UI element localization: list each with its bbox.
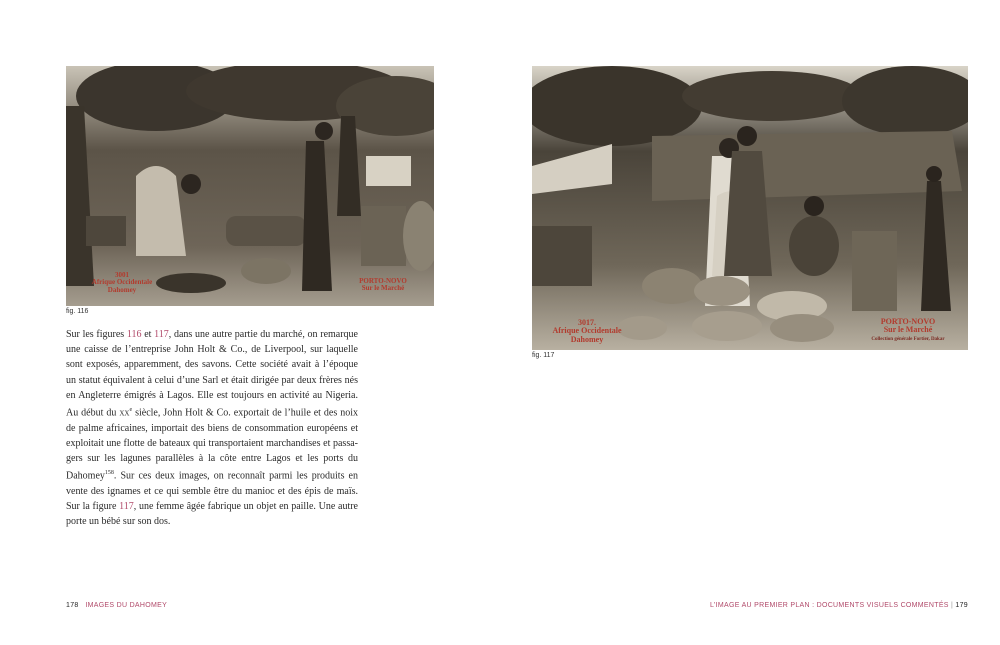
page-number-left: 178: [66, 602, 79, 609]
figure-ref-117[interactable]: 117: [119, 500, 134, 512]
figure-label-117: fig. 117: [532, 352, 555, 359]
figure-ref-116[interactable]: 116: [126, 329, 142, 340]
running-title-left: IMAGES DU DAHOMEY: [85, 602, 168, 609]
footer-left: [66, 602, 167, 609]
body-paragraph: Sur les figures 116 et 117, dans une autre partie du marché, on remarque une caisse de l’entreprise John Holt & Co., de Liverpool, sur laquelle sont exposés, apparemment, des savons. Cette société avait à l’époque un statut équivalent à celui d’une Sarl et était dirigée par deux frères nés en Angleterre émigrés à Lagos. Elle est toujours en activité au Nigeria. Au début du $xx^e$ siècle, John Holt & Co. exportait de l’huile et des noix de palme africaines, importait des biens de consommation européens et exploitait une flotte de bateaux qui transportaient marchandises et passagers sur les lagunes parallèles à la côte entre Lagos et les ports du Dahomey$^{158}$. Sur ces deux images, on reconnaît parmi les produits en vente des ignames et ce qui semble être du manioc et des épis de maïs. Sur la figure 117, une femme âgée fabrique un objet en paille. Une autre porte un bébé sur son dos.: [66, 329, 358, 528]
running-title-right: L’IMAGE AU PREMIER PLAN : DOCUMENTS VISUELS COMMENTÉS: [710, 602, 949, 609]
photo-fig-116: [66, 66, 434, 306]
postcard-caption-left: 3017. Afrique Occidentale Dahomey: [552, 318, 622, 344]
footer-right: L’IMAGE AU PREMIER PLAN : DOCUMENTS VISUELS COMMENTÉS | 179: [710, 602, 968, 609]
postcard-caption-right: PORTO-NOVO Sur le Marché: [359, 277, 407, 293]
postcard-credit: Collection générale Fortier, Dakar: [871, 336, 945, 342]
page-number-right: 179: [955, 602, 968, 609]
footnote-ref[interactable]: 158: [104, 470, 114, 477]
figure-ref-117[interactable]: 117: [154, 329, 169, 340]
market-scene-image: [66, 66, 434, 306]
postcard-caption-right: PORTO-NOVO Sur le Marché Collection générale Fortier, Dakar: [852, 318, 964, 342]
market-scene-image: [532, 66, 968, 350]
photo-fig-117: [532, 66, 968, 350]
postcard-caption-left: 3001 Afrique Occidentale Dahomey: [91, 271, 153, 294]
figure-label-116: fig. 116: [66, 308, 89, 315]
